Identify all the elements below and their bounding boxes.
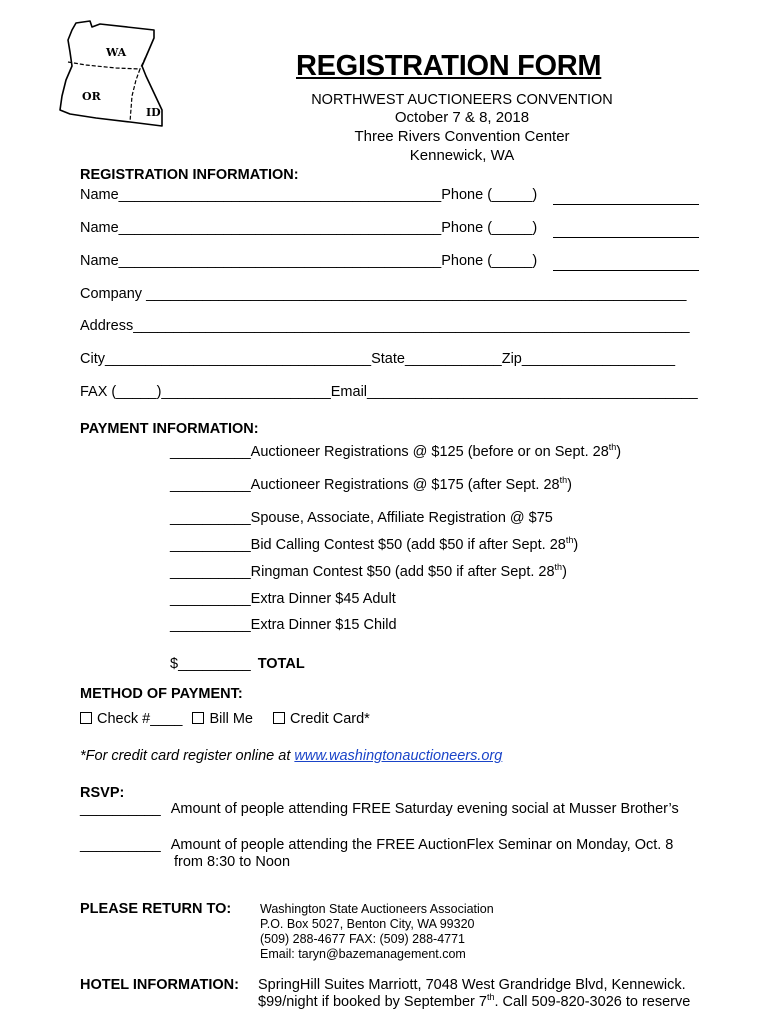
event-city: Kennewick, WA (409, 147, 515, 164)
payment-item-label: Bid Calling Contest $50 (add $50 if after Sept. 28 (250, 537, 566, 553)
quantity-blank[interactable]: __________ (170, 617, 251, 633)
closing-paren: ) (562, 564, 567, 580)
return-phone-fax: (509) 288-4677 FAX: (509) 288-4771 (260, 932, 465, 946)
return-org: Washington State Auctioneers Association (260, 902, 494, 916)
event-venue: Three Rivers Convention Center (354, 128, 570, 145)
return-email: Email: taryn@bazemanagement.com (260, 947, 466, 961)
ordinal-suffix: th (554, 562, 563, 573)
page-title: REGISTRATION FORM (296, 50, 602, 82)
credit-card-note (80, 748, 502, 764)
hotel-address: SpringHill Suites Marriott, 7048 West Grandridge Blvd, Kennewick. (258, 977, 686, 993)
bill-me-option[interactable] (192, 711, 253, 727)
city-state-zip-field[interactable]: City_________________________________State____________Zip___________________ (80, 351, 676, 367)
payment-item-label: Spouse, Associate, Affiliate Registration @ $75 (250, 510, 553, 526)
hotel-rate (258, 994, 690, 1010)
closing-paren: ) (567, 477, 572, 493)
name-line-3[interactable] (80, 253, 537, 269)
check-label: Check #____ (97, 711, 183, 727)
ordinal-suffix: th (559, 475, 568, 486)
northwest-states-map (56, 18, 174, 138)
closing-paren: ) (616, 444, 622, 460)
rsvp-count-blank[interactable]: __________ (80, 837, 161, 853)
name-phone-field[interactable]: Name________________________________________Phone (_____) (80, 187, 538, 203)
rsvp-count-blank[interactable]: __________ (80, 801, 161, 817)
hotel-rate-text: $99/night if booked by September 7 (258, 994, 487, 1010)
ordinal-suffix: th (608, 442, 617, 453)
credit-note-text: *For credit card register online at (80, 748, 295, 764)
rsvp-social-row[interactable] (80, 801, 679, 817)
payment-heading: PAYMENT INFORMATION: (80, 421, 259, 437)
name-phone-field[interactable]: Name________________________________________Phone (_____) (80, 253, 538, 269)
map-label-or: OR (82, 90, 101, 103)
credit-card-label: Credit Card* (290, 711, 370, 727)
credit-card-option[interactable] (273, 711, 370, 727)
return-address (260, 902, 494, 962)
quantity-blank[interactable]: __________ (170, 510, 251, 526)
name-line-1[interactable] (80, 187, 537, 203)
rsvp-social-label: Amount of people attending FREE Saturday evening social at Musser Brother’s (170, 801, 679, 817)
total-row[interactable] (170, 656, 305, 672)
payment-item[interactable] (170, 537, 578, 553)
payment-item[interactable] (170, 564, 567, 580)
payment-item[interactable] (170, 477, 572, 493)
payment-item-label: Auctioneer Registrations @ $175 (after Sept. 28 (250, 477, 560, 493)
method-heading: METHOD OF PAYMENT: (80, 686, 243, 702)
phone-underline-3 (553, 270, 699, 271)
quantity-blank[interactable]: __________ (170, 564, 251, 580)
quantity-blank[interactable]: __________ (170, 477, 251, 493)
return-heading: PLEASE RETURN TO: (80, 901, 232, 917)
fax-email-field[interactable]: FAX (_____)_____________________Email_________________________________________ (80, 384, 698, 400)
payment-item[interactable] (170, 444, 621, 460)
ordinal-suffix: th (565, 535, 574, 546)
return-po-box: P.O. Box 5027, Benton City, WA 99320 (260, 917, 475, 931)
event-name: NORTHWEST AUCTIONEERS CONVENTION (311, 92, 613, 108)
payment-item[interactable] (170, 617, 397, 633)
ordinal-suffix: th (486, 992, 495, 1003)
quantity-blank[interactable]: __________ (170, 591, 251, 607)
bill-me-label: Bill Me (209, 711, 253, 727)
checkbox-icon[interactable] (192, 712, 204, 724)
event-dates: October 7 & 8, 2018 (394, 109, 530, 126)
rsvp-heading: RSVP: (80, 785, 125, 801)
map-label-wa: WA (106, 46, 127, 59)
company-field[interactable]: Company ___________________________________________________________________ (80, 286, 687, 302)
payment-item-label: Extra Dinner $45 Adult (250, 591, 396, 607)
registration-heading: REGISTRATION INFORMATION: (80, 167, 299, 183)
map-label-id: ID (146, 106, 161, 119)
rsvp-seminar-row[interactable] (80, 837, 673, 853)
phone-underline-1 (553, 204, 699, 205)
total-label: TOTAL (257, 656, 305, 672)
registration-link[interactable]: www.washingtonauctioneers.org (294, 748, 503, 764)
closing-paren: ) (573, 537, 579, 553)
check-option[interactable] (80, 711, 182, 727)
payment-item[interactable] (170, 510, 553, 526)
payment-item-label: Ringman Contest $50 (add $50 if after Sept. 28 (250, 564, 555, 580)
total-blank[interactable]: $_________ (170, 656, 251, 672)
hotel-call-text: . Call 509-820-3026 to reserve (494, 994, 691, 1010)
payment-method-options (80, 711, 370, 727)
payment-item[interactable] (170, 591, 396, 607)
quantity-blank[interactable]: __________ (170, 537, 251, 553)
rsvp-seminar-label: Amount of people attending the FREE AuctionFlex Seminar on Monday, Oct. 8 (170, 837, 674, 853)
hotel-heading: HOTEL INFORMATION: (80, 977, 239, 993)
payment-item-label: Extra Dinner $15 Child (250, 617, 397, 633)
phone-underline-2 (553, 237, 699, 238)
rsvp-seminar-time: from 8:30 to Noon (174, 854, 291, 870)
quantity-blank[interactable]: __________ (170, 444, 251, 460)
payment-item-label: Auctioneer Registrations @ $125 (before or on Sept. 28 (250, 444, 609, 460)
name-phone-field[interactable]: Name________________________________________Phone (_____) (80, 220, 538, 236)
checkbox-icon[interactable] (80, 712, 92, 724)
name-line-2[interactable] (80, 220, 537, 236)
checkbox-icon[interactable] (273, 712, 285, 724)
address-field[interactable]: Address_____________________________________________________________________ (80, 318, 690, 334)
